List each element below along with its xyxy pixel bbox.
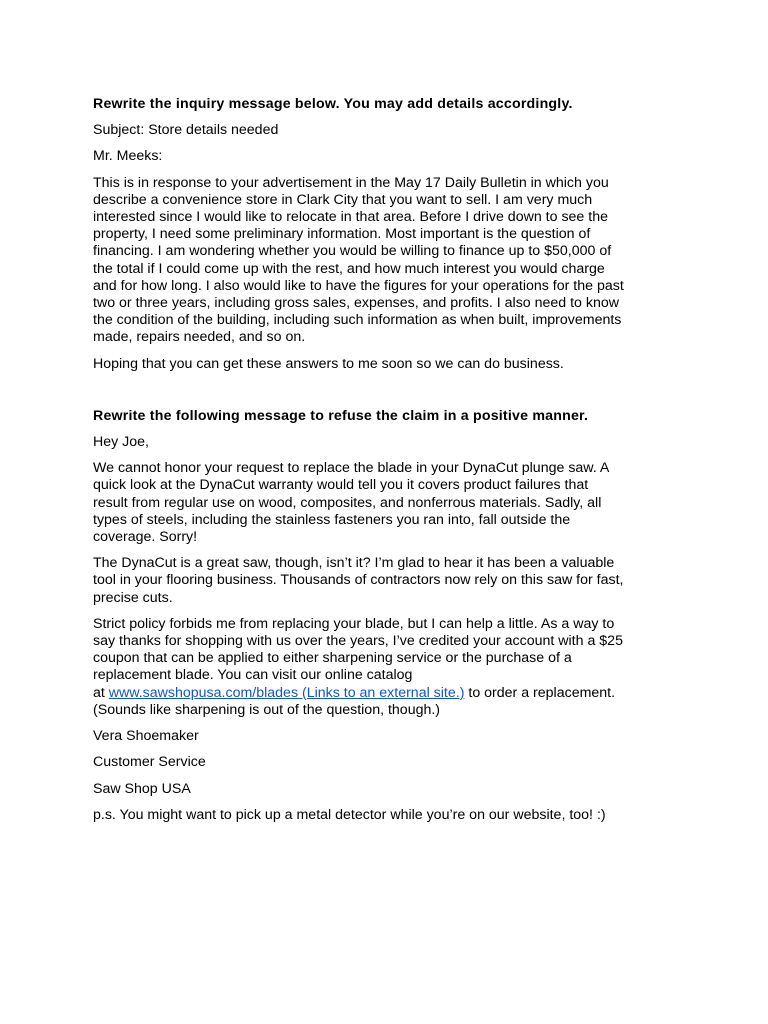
- section2-heading: Rewrite the following message to refuse the claim in a positive manner.: [93, 407, 589, 424]
- section1-body-line: the condition of the building, including such information as when built, improvements: [93, 312, 622, 329]
- section1-closing: Hoping that you can get these answers to me soon so we can do business.: [93, 355, 564, 372]
- paragraph-line: (Sounds like sharpening is out of the question, though.): [93, 701, 441, 718]
- section2-salutation: Hey Joe,: [93, 434, 149, 451]
- signature-department: Customer Service: [93, 754, 206, 771]
- section1-body-line: financing. I am wondering whether you would be willing to finance up to $50,000 of: [93, 243, 612, 260]
- signature-company: Saw Shop USA: [93, 780, 191, 797]
- paragraph-line: replacement blade. You can visit our online catalog: [93, 667, 413, 684]
- section1-body-line: interested since I would like to relocate in that area. Before I drive down to see the: [93, 209, 608, 226]
- document-page: [93, 96, 678, 833]
- signature-name: Vera Shoemaker: [93, 728, 199, 745]
- section1-body-line: the total if I could come up with the rest, and how much interest you would charge: [93, 260, 605, 277]
- section1-body-line: This is in response to your advertisement in the May 17 Daily Bulletin in which you: [93, 174, 609, 191]
- section1-body: [93, 175, 678, 347]
- section1-subject: Subject: Store details needed: [93, 122, 279, 139]
- section-divider-space: [93, 382, 678, 408]
- link-suffix-text: to order a replacement.: [464, 684, 616, 701]
- section2-paragraph-2: [93, 555, 678, 607]
- paragraph-line: quick look at the DynaCut warranty would tell you it covers product failures that: [93, 477, 589, 494]
- section1-body-line: made, repairs needed, and so on.: [93, 329, 306, 346]
- postscript: p.s. You might want to pick up a metal detector while you’re on our website, too! :): [93, 806, 606, 823]
- section1-body-line: describe a convenience store in Clark City that you want to sell. I am very much: [93, 191, 593, 208]
- section1-heading: Rewrite the inquiry message below. You may add details accordingly.: [93, 96, 573, 112]
- section2-paragraph-1: [93, 460, 678, 546]
- paragraph-line: say thanks for shopping with us over the years, I’ve credited your account with a $25: [93, 633, 623, 650]
- section1-body-line: two or three years, including gross sales, expenses, and profits. I also need to know: [93, 295, 620, 312]
- paragraph-line: We cannot honor your request to replace the blade in your DynaCut plunge saw. A: [93, 460, 610, 477]
- paragraph-line: Strict policy forbids me from replacing your blade, but I can help a little. As a way to: [93, 615, 615, 632]
- paragraph-line: coverage. Sorry!: [93, 529, 198, 546]
- section2-paragraph-3: [93, 616, 678, 719]
- section1-body-line: property, I need some preliminary information. Most important is the question of: [93, 226, 591, 243]
- section1-salutation: Mr. Meeks:: [93, 148, 163, 165]
- paragraph-line: types of steels, including the stainless fasteners you ran into, fall outside the: [93, 511, 571, 528]
- catalog-link[interactable]: www.sawshopusa.com/blades (Links to an external site.): [108, 684, 465, 701]
- paragraph-line: The DynaCut is a great saw, though, isn’t it? I’m glad to hear it has been a valuable: [93, 555, 615, 572]
- paragraph-line-with-link: [93, 685, 678, 702]
- paragraph-line: precise cuts.: [93, 589, 173, 606]
- link-prefix-text: at: [93, 684, 109, 701]
- paragraph-line: tool in your flooring business. Thousands of contractors now rely on this saw for fast,: [93, 572, 624, 589]
- paragraph-line: result from regular use on wood, composites, and nonferrous materials. Sadly, all: [93, 494, 602, 511]
- paragraph-line: coupon that can be applied to either sharpening service or the purchase of a: [93, 650, 572, 667]
- section1-body-line: and for how long. I also would like to have the figures for your operations for the past: [93, 277, 624, 294]
